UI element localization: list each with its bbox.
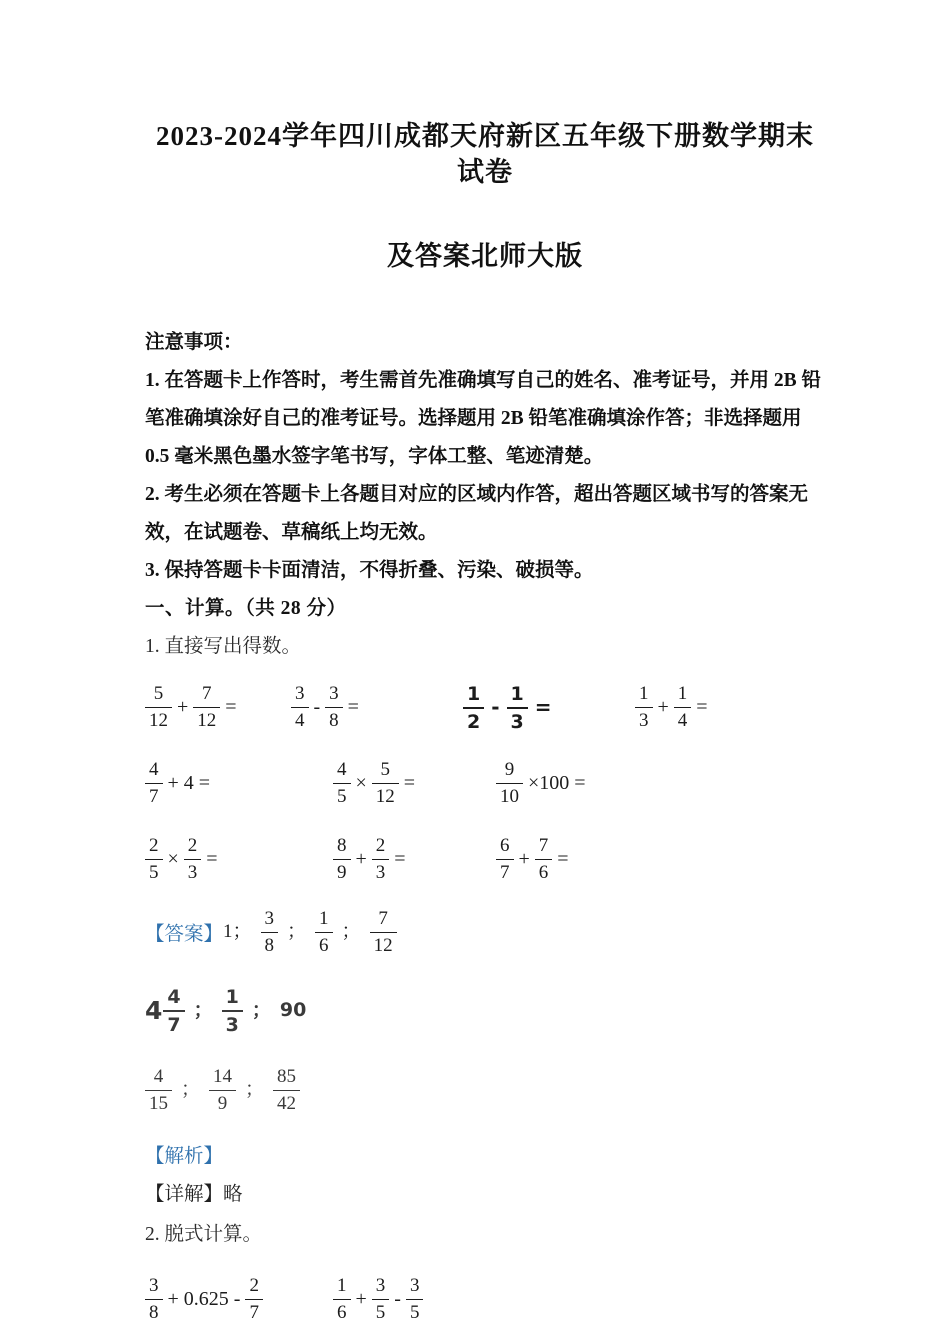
math-token: ×100 [528,772,570,794]
fraction-denominator: 12 [375,786,395,807]
analysis-marker: 【解析】 [145,1146,224,1167]
fraction [496,835,514,883]
answer-line-3 [145,1062,825,1118]
fraction-denominator: 5 [375,1302,386,1323]
fraction-numerator: 4 [145,1066,172,1091]
fraction-numerator: 4 [163,986,184,1012]
fraction [333,759,351,807]
fraction-numerator: 1 [674,683,692,708]
math-expression [635,683,708,731]
fraction-denominator: 7 [149,786,159,807]
math-expression [333,759,415,807]
math-token: = [347,696,359,718]
fraction-denominator: 10 [500,786,519,807]
fraction-denominator: 7 [249,1302,259,1323]
fraction-denominator: 2 [467,710,481,733]
fraction [406,1275,424,1323]
math-expression [145,1275,263,1323]
math-token: ； [341,921,361,942]
math-token: = [394,848,406,870]
math-token: = [696,696,708,718]
math-token: + [518,848,530,870]
fraction-denominator: 6 [319,935,329,956]
fraction-denominator: 12 [197,710,217,731]
math-expression [145,986,306,1035]
fraction-denominator: 8 [149,1302,159,1323]
math-token: = [403,772,416,794]
fraction [261,908,279,956]
fraction-numerator: 85 [273,1066,300,1091]
math-expression [145,1066,300,1114]
fraction-denominator: 8 [264,935,275,956]
fraction-numerator: 1 [333,1275,351,1300]
fraction-numerator: 14 [209,1066,236,1091]
fraction-numerator: 3 [291,683,309,708]
answer-values-1 [223,908,397,956]
fraction-denominator: 6 [538,862,549,883]
math-expression [333,1275,423,1323]
math-token: + [355,1288,367,1310]
fraction [370,908,397,956]
fraction [163,986,184,1035]
mixed-number [145,986,185,1035]
math-token: 1； [223,921,252,942]
math-token: = [225,696,237,718]
fraction [635,683,653,731]
math-token: - [491,695,500,719]
notes-heading: 注意事项： [145,332,243,353]
fraction-numerator: 1 [315,908,333,933]
math-token: ； [193,999,213,1021]
fraction [209,1066,236,1114]
fraction [245,1275,263,1323]
fraction [674,683,692,731]
math-token: ； [181,1079,201,1100]
question2-label: 2. 脱式计算。 [145,1224,263,1245]
fraction [372,835,390,883]
fraction-numerator: 9 [496,759,523,784]
fraction-numerator: 1 [635,683,653,708]
fraction [372,759,399,807]
fraction-denominator: 3 [510,710,524,733]
fraction-numerator: 5 [372,759,399,784]
fraction-denominator: 3 [225,1013,239,1036]
math-token: ； [251,999,271,1021]
fraction-denominator: 9 [217,1093,228,1114]
math-token: - [233,1288,241,1310]
math-token: - [394,1288,401,1310]
fraction-denominator: 15 [149,1093,168,1114]
fraction-denominator: 8 [329,710,339,731]
math-token: = [198,772,211,794]
fraction-denominator: 12 [373,935,393,956]
fraction-numerator: 7 [535,835,553,860]
fraction-denominator: 6 [337,1302,347,1323]
fraction-numerator: 3 [372,1275,390,1300]
math-token: ； [287,921,307,942]
fraction-numerator: 3 [261,908,279,933]
math-token: = [574,772,586,794]
math-token: + [167,1288,179,1310]
math-token: = [557,848,569,870]
fraction [372,1275,390,1323]
fraction-denominator: 5 [337,786,347,807]
fraction-numerator: 8 [333,835,351,860]
section-heading: 一、计算。（共 28 分） [145,598,347,619]
page-title-line1: 2023-2024学年四川成都天府新区五年级下册数学期末试卷 [156,121,814,187]
fraction-denominator: 4 [677,710,688,731]
q1-expressions-row2 [145,752,825,814]
document-body [145,324,825,1330]
fraction-denominator: 12 [149,710,168,731]
math-token: ； [245,1079,265,1100]
fraction-numerator: 6 [496,835,514,860]
fraction [145,1066,172,1114]
math-token: × [355,772,367,794]
q1-expressions-row1 [145,676,825,738]
fraction [325,683,343,731]
math-token: + [177,696,189,718]
math-token: = [534,695,552,719]
fraction-denominator: 5 [149,862,159,883]
fraction [507,683,528,732]
fraction-numerator: 4 [333,759,351,784]
note-item-2: 2. 考生必须在答题卡上各题目对应的区域内作答，超出答题区域书写的答案无效，在试题卷、草稿纸上均无效。 [145,484,809,543]
math-expression [463,683,552,732]
detail-line [145,1176,825,1214]
fraction-denominator: 4 [295,710,305,731]
fraction [291,683,309,731]
fraction-numerator: 2 [245,1275,263,1300]
answer-marker: 【答案】 [145,924,224,945]
fraction-numerator: 2 [372,835,390,860]
fraction [463,683,484,732]
math-expression [333,835,406,883]
page-title [145,118,825,274]
answer-line-2 [145,982,825,1038]
math-expression [223,908,397,956]
fraction [145,759,163,807]
math-expression [496,759,586,807]
math-token: + [167,772,179,794]
fraction [184,835,202,883]
fraction [333,835,351,883]
fraction-denominator: 7 [167,1013,181,1036]
fraction-numerator: 1 [222,986,243,1012]
fraction-denominator: 42 [277,1093,297,1114]
q1-expressions-row3 [145,828,825,890]
detail-marker: 【详解】 [145,1184,224,1205]
fraction-denominator: 3 [375,862,386,883]
math-token: + [355,848,367,870]
fraction [145,683,172,731]
fraction [315,908,333,956]
math-expression [145,683,237,731]
fraction [273,1066,300,1114]
math-token: × [167,848,179,870]
page-title-line2: 及答案北师大版 [387,241,583,271]
fraction-numerator: 2 [145,835,163,860]
fraction [145,835,163,883]
fraction-numerator: 3 [145,1275,163,1300]
answer-values-2 [145,986,306,1035]
fraction-denominator: 9 [337,862,347,883]
fraction-denominator: 7 [500,862,510,883]
fraction-numerator: 3 [406,1275,424,1300]
detail-text: 略 [223,1184,243,1205]
fraction-numerator: 7 [193,683,220,708]
fraction-numerator: 1 [507,683,528,709]
fraction [222,986,243,1035]
math-expression [145,835,218,883]
math-expression [291,683,359,731]
answer-values-3 [145,1066,300,1114]
fraction-denominator: 3 [639,710,649,731]
math-token: 90 [279,999,307,1021]
fraction [193,683,220,731]
answer-line-1 [145,904,825,960]
fraction-numerator: 7 [370,908,397,933]
math-token: - [313,696,321,718]
fraction-numerator: 5 [145,683,172,708]
math-token: 0.625 [183,1288,229,1310]
fraction-denominator: 5 [409,1302,420,1323]
math-expression [145,759,210,807]
fraction [145,1275,163,1323]
math-token: = [206,848,218,870]
note-item-3: 3. 保持答题卡卡面清洁，不得折叠、污染、破损等。 [145,560,594,581]
note-item-1: 1. 在答题卡上作答时，考生需首先准确填写自己的姓名、准考证号，并用 2B 铅笔准确填涂好自己的准考证号。选择题用 2B 铅笔准确填涂作答；非选择题用 0.5 毫米黑色墨水签字笔书写，字体工整、笔迹清楚。 [145,370,822,467]
fraction-numerator: 4 [145,759,163,784]
math-token: + [657,696,669,718]
fraction-numerator: 1 [463,683,484,709]
math-token: 4 [183,772,194,794]
fraction-denominator: 3 [187,862,198,883]
mixed-number-whole: 4 [145,995,163,1025]
q2-expressions-row [145,1268,825,1330]
math-expression [496,835,569,883]
fraction [496,759,523,807]
fraction [535,835,553,883]
fraction [333,1275,351,1323]
fraction-numerator: 3 [325,683,343,708]
fraction-numerator: 2 [184,835,202,860]
question1-label: 1. 直接写出得数。 [145,636,302,657]
